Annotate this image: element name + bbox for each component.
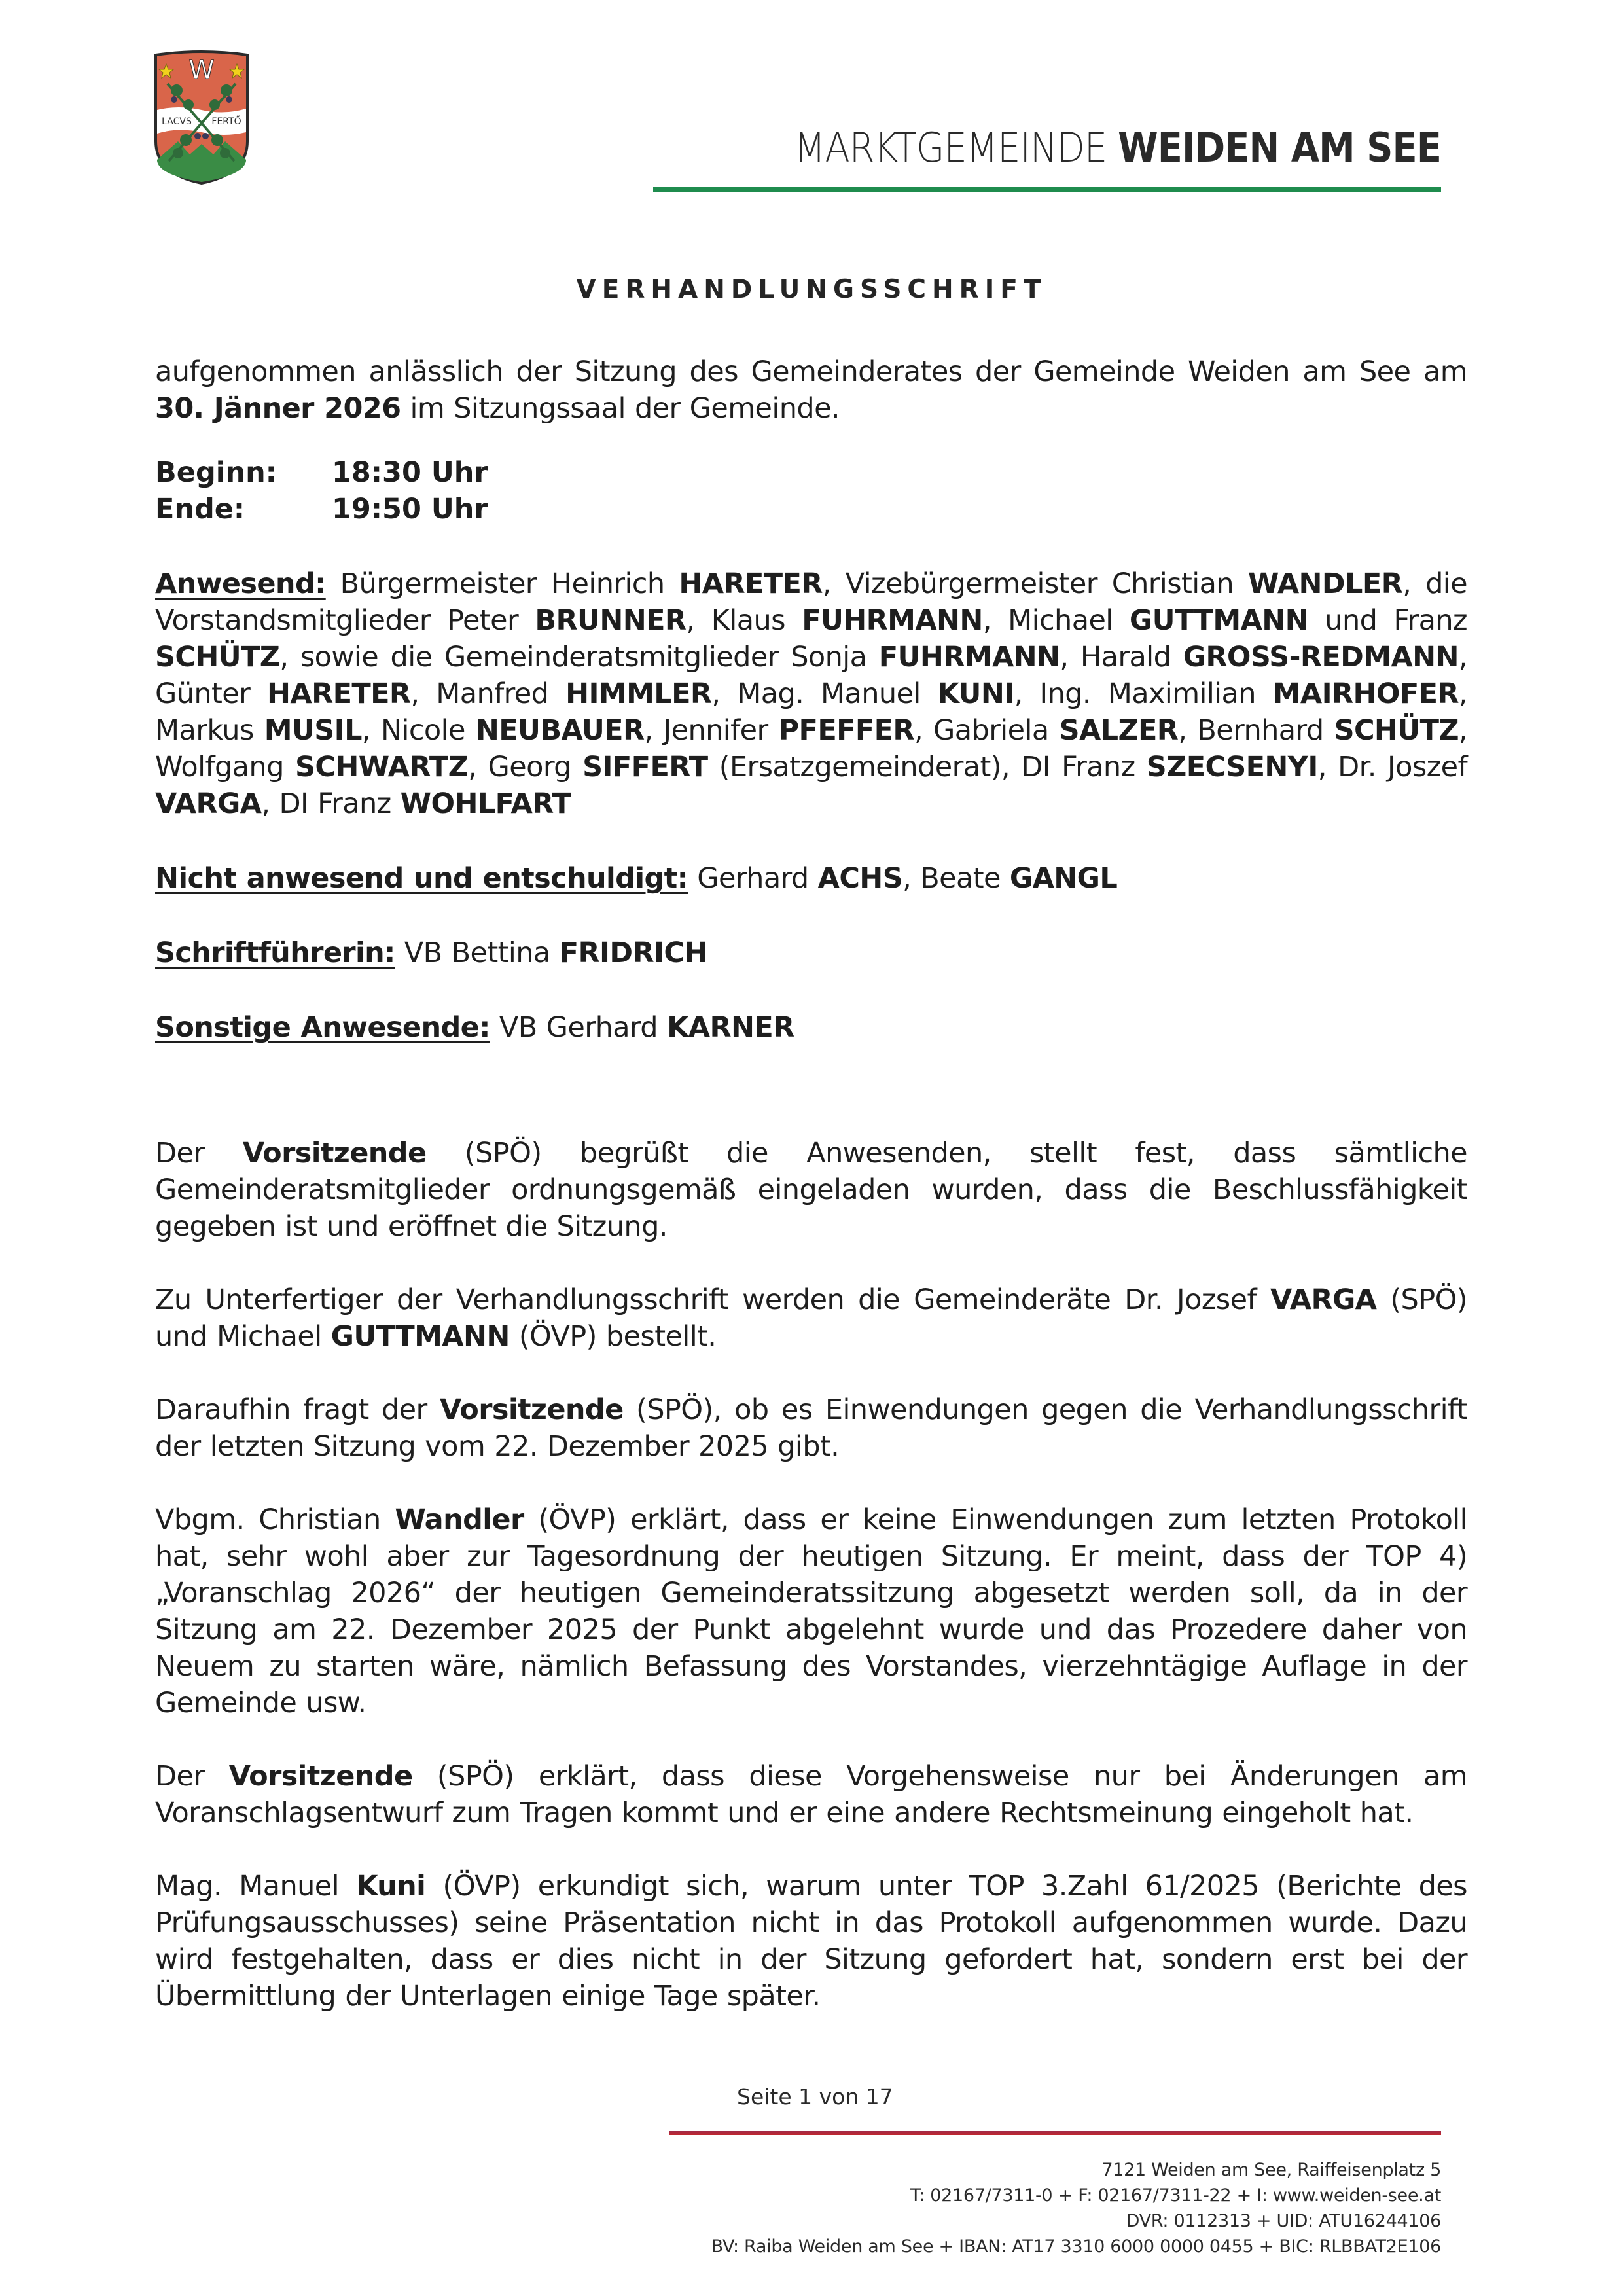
text-run: (SPÖ) begrüßt die Anwesenden, stellt fest, dass sämtliche Gemeinderatsmitglieder ordnungsgemäß eingeladen wurden, dass die Beschlussfähigkeit gegeben ist und eröffnet die Sitzung. [155,1137,1468,1243]
secretary-section [155,935,1467,971]
text-run: Gerhard [688,862,818,895]
present-section [155,565,1467,822]
text-run: , Markus [155,677,1467,747]
bold-name: HARETER [267,677,411,710]
text-run: Daraufhin fragt der [155,1393,440,1426]
bold-name: BRUNNER [535,604,687,637]
absent-label: Nicht anwesend und entschuldigt: [155,862,688,895]
org-name: WEIDEN AM SEE [1118,124,1441,171]
text-run: , Gabriela [914,714,1060,747]
bold-name: SCHÜTZ [1334,714,1459,747]
text-run: Vbgm. Christian [155,1503,395,1536]
bold-name: FUHRMANN [802,604,983,637]
coat-of-arms-icon [152,50,251,185]
bold-name: HIMMLER [565,677,712,710]
bold-name: MAIRHOFER [1272,677,1459,710]
document-title: VERHANDLUNGSSCHRIFT [576,275,1047,304]
crest-motto-right: FERTŐ [211,117,241,127]
others-section [155,1009,1467,1046]
footer-bank-line: BV: Raiba Weiden am See + IBAN: AT17 3310 6000 0000 0455 + BIC: RLBBAT2E106 [711,2236,1441,2257]
text-run: , DI Franz [261,787,401,820]
text-run: , Beate [902,862,1010,895]
header-divider [653,187,1441,192]
text-run: VB Gerhard [490,1011,668,1044]
paragraph-kuni-inquiry [155,1868,1467,2015]
text-run: , sowie die Gemeinderatsmitglieder Sonja [279,641,879,673]
bold-name: VARGA [1270,1283,1377,1316]
bold-name: MUSIL [264,714,362,747]
text-run: , die Vorstandsmitglieder Peter [155,567,1467,637]
organization-title [731,122,1441,174]
text-run: , Georg [468,751,583,783]
org-prefix: MARKTGEMEINDE [794,124,1107,171]
meeting-date: 30. Jänner 2026 [155,392,401,425]
meeting-times [155,454,1467,528]
secretary-label: Schriftführerin: [155,937,395,969]
text-run: (SPÖ) erklärt, dass diese Vorgehensweise nur bei Änderungen am Voranschlagsentwurf zum Tragen kommt und er eine andere Rechtsmeinung eingeholt hat. [155,1760,1467,1829]
text-run: , Manfred [410,677,566,710]
others-label: Sonstige Anwesende: [155,1011,490,1044]
bold-name: Vorsitzende [242,1137,427,1170]
paragraph-objections-question [155,1391,1467,1465]
bold-name: GANGL [1009,862,1118,895]
bold-name: NEUBAUER [475,714,645,747]
intro-paragraph: aufgenommen anlässlich der Sitzung des Gemeinderates der Gemeinde Weiden am See am 30. Jänner 2026 im Sitzungssaal der Gemeinde. [155,355,1467,425]
bold-name: VARGA [155,787,262,820]
text-run: , Ing. Maximilian [1014,677,1273,710]
bold-name: SZECSENYI [1146,751,1318,783]
end-row [155,491,1467,528]
crest-motto-left: LACVS [162,117,192,127]
text-run: , Nicole [361,714,476,747]
text-run: Der [155,1137,243,1170]
bold-name: Vorsitzende [439,1393,624,1426]
text-run: Mag. Manuel [155,1870,357,1903]
bold-name: SCHÜTZ [155,641,280,673]
bold-name: Vorsitzende [228,1760,413,1793]
text-run: Der [155,1760,229,1793]
bold-name: GROSS-REDMANN [1183,641,1459,673]
text-run: Zu Unterfertiger der Verhandlungsschrift werden die Gemeinderäte Dr. Jozsef [155,1283,1271,1316]
bold-name: HARETER [679,567,823,600]
text-run: , Dr. Joszef [1317,751,1467,783]
present-label: Anwesend: [155,567,326,600]
text-run: , Vizebürgermeister Christian [822,567,1248,600]
document-body [155,353,1467,2015]
text-run: , Michael [982,604,1130,637]
text-run: (SPÖ) und Michael [155,1283,1467,1353]
text-run: , Günter [155,641,1467,710]
text-run: (ÖVP) bestellt. [509,1320,717,1353]
bold-name: SIFFERT [582,751,708,783]
paragraph-signatories [155,1282,1467,1355]
footer-registration-line: DVR: 0112313 + UID: ATU16244106 [1126,2211,1441,2231]
text-run: , Jennifer [644,714,779,747]
bold-name: FUHRMANN [878,641,1060,673]
bold-name: WOHLFART [400,787,571,820]
page-number: Seite 1 von 17 [737,2084,893,2109]
bold-name: SCHWARTZ [295,751,469,783]
paragraph-wandler-statement [155,1501,1467,1721]
end-label: Ende: [155,493,245,526]
bold-name: Wandler [395,1503,524,1536]
bold-name: SALZER [1059,714,1179,747]
bold-name: FRIDRICH [559,937,707,969]
footer-address [654,2157,1441,2259]
bold-name: Kuni [356,1870,426,1903]
text-run: , Klaus [686,604,802,637]
text-run: (SPÖ), ob es Einwendungen gegen die Verhandlungsschrift der letzten Sitzung vom 22. Dezember 2025 gibt. [155,1393,1467,1463]
text-run: (Ersatzgemeinderat), DI Franz [707,751,1147,783]
bold-name: GUTTMANN [330,1320,510,1353]
footer-address-line: 7121 Weiden am See, Raiffeisenplatz 5 [1101,2160,1441,2180]
text-run: , Harald [1060,641,1183,673]
text-run: (ÖVP) erkundigt sich, warum unter TOP 3.Zahl 61/2025 (Berichte des Prüfungsausschusses) seine Präsentation nicht in das Protokoll aufgenommen wurde. Dazu wird festgehalten, dass er dies nicht in der Sitzung gefordert hat, sondern erst bei der Übermittlung der Unterlagen einige Tage später. [155,1870,1467,2013]
footer-divider [669,2131,1441,2135]
footer-contact-line: T: 02167/7311-0 + F: 02167/7311-22 + I: www.weiden-see.at [910,2185,1441,2206]
bold-name: KARNER [667,1011,794,1044]
paragraph-chair-response [155,1758,1467,1831]
crest-letter: W [188,55,215,85]
text-run: , Wolfgang [155,714,1467,783]
absent-section [155,860,1467,897]
text-run: Bürgermeister Heinrich [325,567,679,600]
text-run: , Mag. Manuel [711,677,938,710]
bold-name: PFEFFER [778,714,914,747]
begin-value: 18:30 Uhr [332,456,488,489]
end-value: 19:50 Uhr [332,493,488,526]
bold-name: KUNI [937,677,1014,710]
bold-name: WANDLER [1247,567,1403,600]
text-run: , Bernhard [1178,714,1334,747]
bold-name: GUTTMANN [1129,604,1309,637]
paragraph-opening [155,1135,1467,1245]
text-run: und Franz [1308,604,1468,637]
text-run: VB Bettina [395,937,560,969]
bold-name: ACHS [817,862,903,895]
begin-label: Beginn: [155,456,277,489]
begin-row [155,454,1467,491]
text-run: (ÖVP) erklärt, dass er keine Einwendungen zum letzten Protokoll hat, sehr wohl aber zur Tagesordnung der heutigen Sitzung. Er meint, dass der TOP 4) „Voranschlag 2026“ der heutigen Gemeinderatssitzung abgesetzt werden soll, da in der Sitzung am 22. Dezember 2025 der Punkt abgelehnt wurde und das Prozedere daher von Neuem zu starten wäre, nämlich Befassung des Vorstandes, vierzehntägige Auflage in der Gemeinde usw. [155,1503,1467,1719]
